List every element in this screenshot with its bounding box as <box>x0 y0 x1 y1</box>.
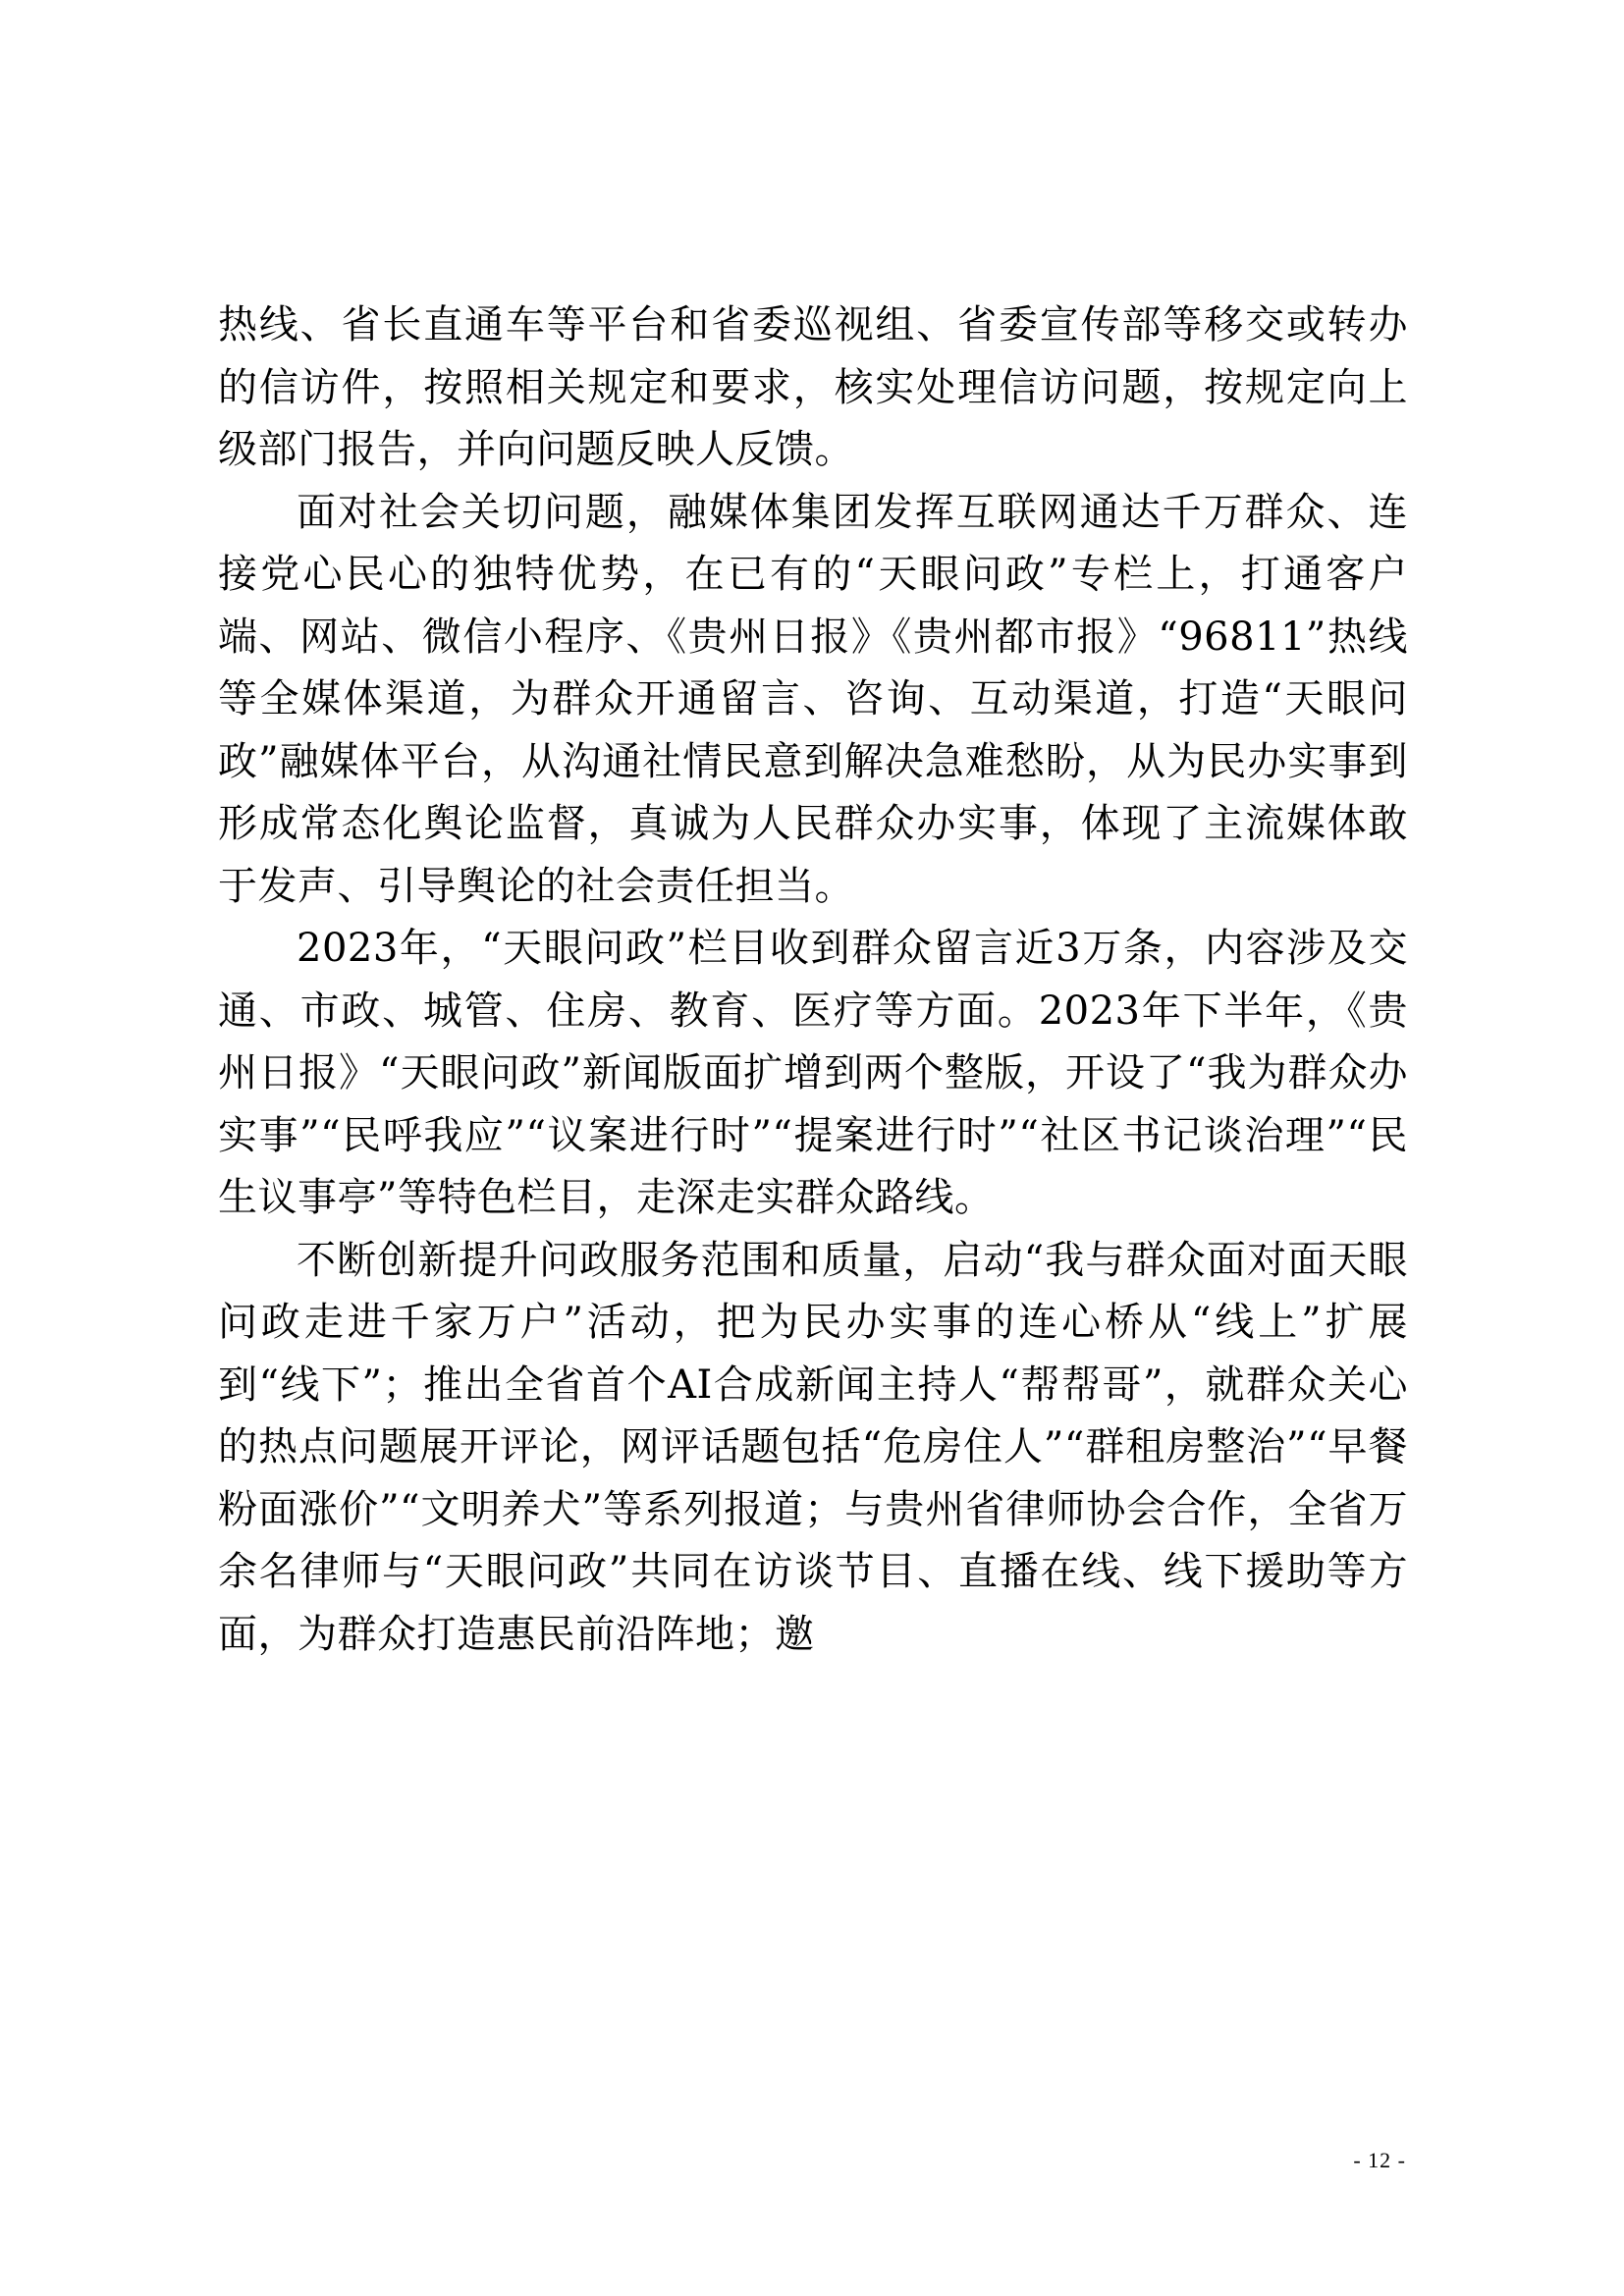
paragraph-1: 热线、省长直通车等平台和省委巡视组、省委宣传部等移交或转办的信访件，按照相关规定和要求，核实处理信访问题，按规定向上级部门报告，并向问题反映人反馈。 <box>218 302 1408 472</box>
page-number: - 12 - <box>1353 2148 1406 2172</box>
paragraph-3: 2023年，“天眼问政”栏目收到群众留言近3万条，内容涉及交通、市政、城管、住房、教育、医疗等方面。2023年下半年，《贵州日报》“天眼问政”新闻版面扩增到两个整版，开设了“我为群众办实事”“民呼我应”“议案进行时”“提案进行时”“社区书记谈治理”“民生议事亭”等特色栏目，走深走实群众路线。 <box>218 926 1408 1220</box>
paragraph-2: 面对社会关切问题，融媒体集团发挥互联网通达千万群众、连接党心民心的独特优势，在已有的“天眼问政”专栏上，打通客户端、网站、微信小程序、《贵州日报》《贵州都市报》“96811”热线等全媒体渠道，为群众开通留言、咨询、互动渠道，打造“天眼问政”融媒体平台，从沟通社情民意到解决急难愁盼，从为民办实事到形成常态化舆论监督，真诚为人民群众办实事，体现了主流媒体敢于发声、引导舆论的社会责任担当。 <box>218 489 1408 909</box>
body-text <box>218 294 1408 1666</box>
paragraph-4: 不断创新提升问政服务范围和质量，启动“我与群众面对面天眼问政走进千家万户”活动，把为民办实事的连心桥从“线上”扩展到“线下”；推出全省首个AI合成新闻主持人“帮帮哥”，就群众关心的热点问题展开评论，网评话题包括“危房住人”“群租房整治”“早餐粉面涨价”“文明养犬”等系列报道；与贵州省律师协会合作，全省万余名律师与“天眼问政”共同在访谈节目、直播在线、线下援助等方面，为群众打造惠民前沿阵地；邀 <box>218 1237 1408 1657</box>
